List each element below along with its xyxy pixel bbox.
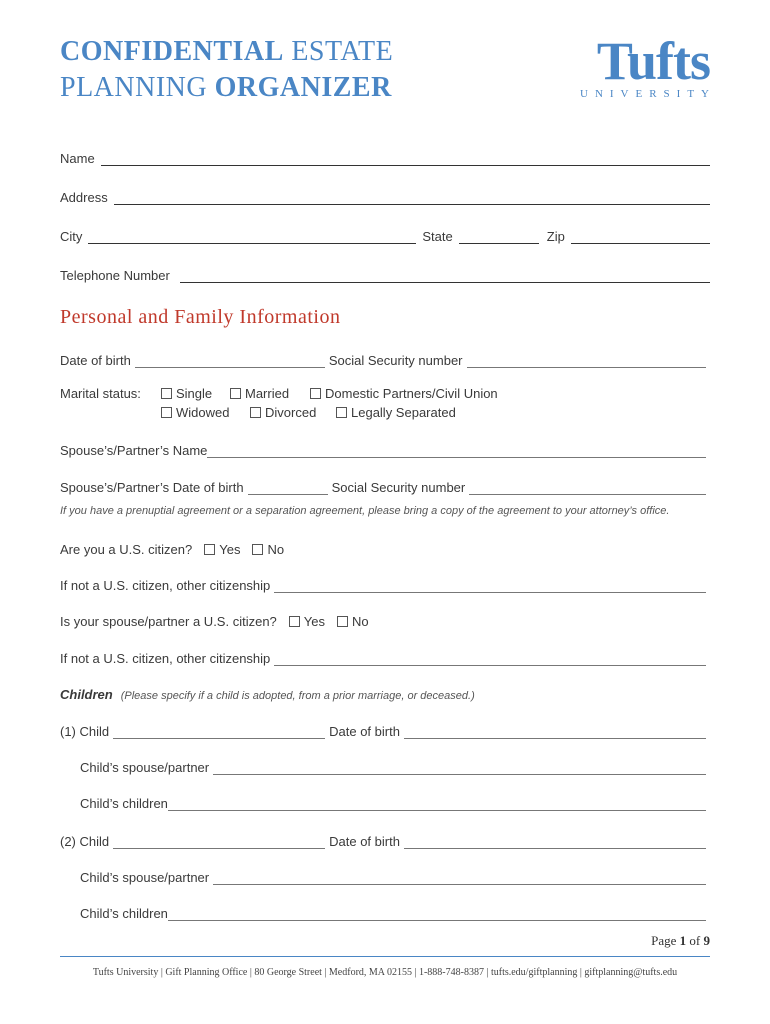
logo-word: Tufts xyxy=(596,31,710,91)
spouse-other-citizenship-row xyxy=(60,648,710,666)
city-label: City xyxy=(60,229,83,244)
marital-married[interactable]: Married xyxy=(230,386,289,401)
title-line2-rest: PLANNING xyxy=(60,72,215,103)
spouse-name-label: Spouse’s/Partner’s Name xyxy=(60,443,208,458)
children-heading-row xyxy=(60,684,710,702)
marital-widowed[interactable]: Widowed xyxy=(161,405,229,420)
city-row xyxy=(60,226,710,244)
spouse-ssn-field[interactable] xyxy=(469,480,706,495)
checkbox-icon[interactable] xyxy=(289,616,300,627)
child1-label: (1) Child xyxy=(60,724,110,739)
marital-label: Marital status: xyxy=(60,386,141,401)
child2-row xyxy=(60,831,710,849)
child1-children-row xyxy=(80,793,706,811)
child2-spouse-field[interactable] xyxy=(213,870,706,885)
dob-ssn-row xyxy=(60,350,710,368)
child2-dob-field[interactable] xyxy=(404,834,706,849)
marital-legally-separated[interactable]: Legally Separated xyxy=(336,405,456,420)
child2-children-label: Child’s children xyxy=(80,906,168,921)
spouse-dob-field[interactable] xyxy=(248,480,328,495)
address-label: Address xyxy=(60,190,108,205)
marital-status-block xyxy=(60,386,710,426)
citizen-yes[interactable]: Yes xyxy=(204,542,240,557)
child1-spouse-row xyxy=(80,757,706,775)
document-title xyxy=(60,34,393,106)
state-field[interactable] xyxy=(459,229,539,244)
checkbox-icon[interactable] xyxy=(310,388,321,399)
checkbox-icon[interactable] xyxy=(230,388,241,399)
child1-field[interactable] xyxy=(113,724,325,739)
child1-spouse-label: Child’s spouse/partner xyxy=(80,760,210,775)
city-field[interactable] xyxy=(88,229,416,244)
spouse-ssn-label: Social Security number xyxy=(331,480,466,495)
state-label: State xyxy=(422,229,453,244)
child1-row xyxy=(60,721,710,739)
citizen-question: Are you a U.S. citizen? xyxy=(60,542,193,557)
child1-dob-label: Date of birth xyxy=(329,724,400,739)
name-field[interactable] xyxy=(101,151,710,166)
checkbox-icon[interactable] xyxy=(337,616,348,627)
citizen-row xyxy=(60,539,710,557)
zip-label: Zip xyxy=(546,229,565,244)
spouse-dob-label: Spouse’s/Partner’s Date of birth xyxy=(60,480,244,495)
dob-label: Date of birth xyxy=(60,353,131,368)
footer-divider xyxy=(60,956,710,957)
child1-children-field[interactable] xyxy=(168,796,706,811)
child2-children-field[interactable] xyxy=(168,906,706,921)
children-note: (Please specify if a child is adopted, from a prior marriage, or deceased.) xyxy=(120,690,475,702)
title-line1-bold: CONFIDENTIAL xyxy=(60,36,284,67)
ssn-label: Social Security number xyxy=(328,353,463,368)
other-citizenship-label: If not a U.S. citizen, other citizenship xyxy=(60,578,271,593)
spouse-other-citizenship-field[interactable] xyxy=(274,651,706,666)
address-row xyxy=(60,187,710,205)
child2-label: (2) Child xyxy=(60,834,110,849)
other-citizenship-field[interactable] xyxy=(274,578,706,593)
spouse-citizen-row xyxy=(60,611,710,629)
document-header xyxy=(60,34,393,106)
spouse-name-row xyxy=(60,440,710,458)
tufts-logo xyxy=(580,31,716,100)
checkbox-icon[interactable] xyxy=(250,407,261,418)
spouse-citizen-no[interactable]: No xyxy=(337,614,369,629)
spouse-citizen-yes[interactable]: Yes xyxy=(289,614,325,629)
dob-field[interactable] xyxy=(135,353,325,368)
child2-dob-label: Date of birth xyxy=(329,834,400,849)
address-field[interactable] xyxy=(114,190,710,205)
checkbox-icon[interactable] xyxy=(161,407,172,418)
child2-spouse-row xyxy=(80,867,706,885)
checkbox-icon[interactable] xyxy=(252,544,263,555)
child2-spouse-label: Child’s spouse/partner xyxy=(80,870,210,885)
child1-dob-field[interactable] xyxy=(404,724,706,739)
page-current: 1 xyxy=(679,933,687,948)
other-citizenship-row xyxy=(60,575,710,593)
marital-single[interactable]: Single xyxy=(161,386,212,401)
section-title: Personal and Family Information xyxy=(60,306,341,328)
name-row xyxy=(60,148,710,166)
marital-domestic-partners[interactable]: Domestic Partners/Civil Union xyxy=(310,386,498,401)
name-label: Name xyxy=(60,151,95,166)
footer-text: Tufts University | Gift Planning Office | 80 George Street | Medford, MA 02155 | 1-888-748-8387 | tufts.edu/giftplanning | giftplanning@tufts.edu xyxy=(92,967,678,978)
title-line1-rest: ESTATE xyxy=(283,36,394,67)
citizen-no[interactable]: No xyxy=(252,542,284,557)
children-heading: Children xyxy=(60,687,113,702)
checkbox-icon[interactable] xyxy=(161,388,172,399)
spouse-name-field[interactable] xyxy=(207,443,706,458)
page-total: 9 xyxy=(703,933,710,948)
child2-children-row xyxy=(80,903,706,921)
spouse-dob-ssn-row xyxy=(60,477,710,495)
checkbox-icon[interactable] xyxy=(336,407,347,418)
logo-subtitle: UNIVERSITY xyxy=(580,88,716,100)
telephone-row xyxy=(60,265,710,283)
child1-spouse-field[interactable] xyxy=(213,760,706,775)
ssn-field[interactable] xyxy=(467,353,707,368)
telephone-label: Telephone Number xyxy=(60,268,170,283)
child2-field[interactable] xyxy=(113,834,325,849)
telephone-field[interactable] xyxy=(180,268,710,283)
spouse-other-citizenship-label: If not a U.S. citizen, other citizenship xyxy=(60,651,271,666)
page-number: Page 1 of 9 xyxy=(651,933,710,948)
child1-children-label: Child’s children xyxy=(80,796,168,811)
marital-divorced[interactable]: Divorced xyxy=(250,405,316,420)
prenup-note: If you have a prenuptial agreement or a separation agreement, please bring a copy of the agreement to your attorney’s office. xyxy=(60,505,670,517)
title-line2-bold: ORGANIZER xyxy=(214,72,392,103)
checkbox-icon[interactable] xyxy=(204,544,215,555)
zip-field[interactable] xyxy=(571,229,710,244)
spouse-citizen-question: Is your spouse/partner a U.S. citizen? xyxy=(60,614,277,629)
